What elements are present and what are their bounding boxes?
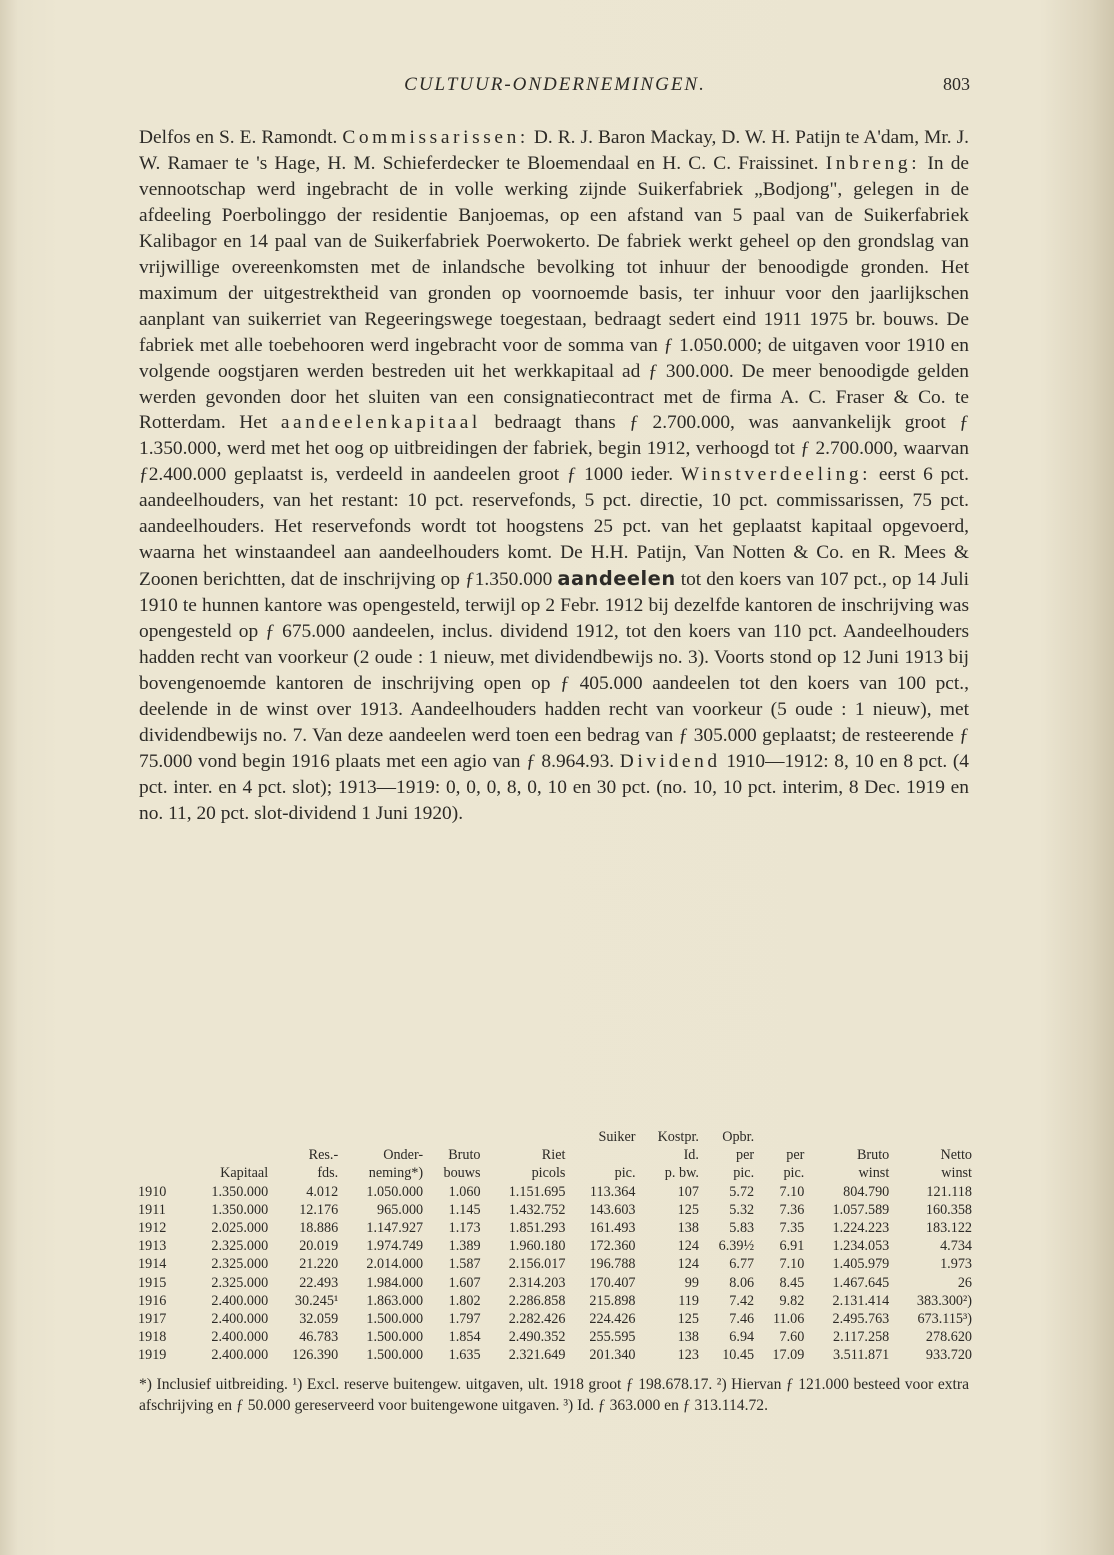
- table-header-cell: bouws: [443, 1165, 481, 1182]
- table-cell: 804.790: [843, 1183, 890, 1200]
- table-cell: 2.490.352: [508, 1329, 566, 1346]
- table-cell: 1.147.927: [366, 1220, 424, 1237]
- table-cell: 7.35: [779, 1220, 805, 1237]
- table-header-cell: [569, 1146, 639, 1164]
- table-cell: 1.432.752: [508, 1201, 566, 1218]
- table-cell: 1.173: [448, 1220, 481, 1237]
- table-row: [128, 1274, 976, 1292]
- table-cell: 119: [678, 1292, 699, 1309]
- table-cell: 18.886: [299, 1220, 339, 1237]
- table-cell: 1.467.645: [832, 1274, 890, 1291]
- table-cell: 124: [677, 1256, 699, 1273]
- table-cell: 2.495.763: [832, 1311, 890, 1328]
- table-cell: 22.493: [299, 1274, 339, 1291]
- footnotes: [139, 1374, 969, 1416]
- table-header-cell: per: [736, 1147, 755, 1164]
- table-cell: 3.511.871: [833, 1347, 890, 1364]
- table-cell: 1.587: [448, 1256, 481, 1273]
- table-cell: 1.060: [448, 1183, 481, 1200]
- table-cell: 124: [677, 1238, 699, 1255]
- table-cell: 6.91: [779, 1238, 805, 1255]
- body-text-segment: eerst 6 pct. aandeelhouders, van het restant: 10 pct. reservefonds, 5 pct. directie, 10 pct. commissarissen, 75 pct. aandeelhouders. Het reservefonds wordt tot hoogstens 25 pct. van het geplaatst kapitaal opgevoerd, waarna het winstaandeel aan aandeelhouders komt. De H.H. Patijn, Van Notten & Co. en R. Mees & Zoonen berichtten, dat de inschrijving op ƒ1.350.000: [139, 464, 969, 591]
- emphasized-term: Winstverdeeling:: [680, 464, 872, 486]
- table-cell: 1.050.000: [366, 1183, 424, 1200]
- table-header-cell: Netto: [940, 1147, 972, 1164]
- table-row: [128, 1346, 976, 1364]
- table-cell: 2.014.000: [366, 1256, 424, 1273]
- table-cell: 7.10: [779, 1183, 805, 1200]
- table-header-cell: [893, 1128, 976, 1146]
- table-cell: 160.358: [925, 1201, 972, 1218]
- table-header-row: [128, 1164, 976, 1182]
- body-text-segment: 1910—1912: 8, 10 en 8 pct. (4 pct. inter. en 4 pct. slot); 1913—1919: 0, 0, 0, 8, 0, 10 en 30 pct. (no. 10, 10 pct. interim, 8 Dec. 1919 en no. 11, 20 pct. slot-dividend 1 Juni 1920).: [139, 750, 969, 824]
- table-cell: 172.360: [589, 1238, 636, 1255]
- table-cell: 1.973: [940, 1256, 972, 1273]
- table-cell: 121.118: [926, 1183, 972, 1200]
- table-cell: 11.06: [772, 1311, 805, 1328]
- table-header-cell: per: [786, 1147, 805, 1164]
- table-header-cell: [758, 1128, 808, 1146]
- table-cell: 32.059: [299, 1311, 339, 1328]
- year-cell: 1915: [138, 1274, 167, 1291]
- table-cell: 933.720: [925, 1347, 972, 1364]
- emphasized-term: Dividend: [619, 750, 721, 772]
- table-cell: 26: [957, 1274, 972, 1291]
- emphasized-term: aandeelen: [557, 567, 676, 591]
- table-cell: 1.797: [448, 1311, 481, 1328]
- table-header-cell: [808, 1128, 893, 1146]
- table-cell: 1.350.000: [211, 1183, 269, 1200]
- year-cell: 1916: [138, 1292, 167, 1309]
- table-header-cell: pic.: [614, 1165, 636, 1182]
- table-header-cell: Id.: [683, 1147, 699, 1164]
- body-text-segment: tot den koers van 107 pct., op 14 Juli 1910 te hunnen kantore was opengesteld, terwijl op 2 Febr. 1912 bij dezelfde kantoren de inschrijving was opengesteld op ƒ 675.000 aandeelen, inclus. dividend 1912, tot den koers van 110 pct. Aandeelhouders hadden recht van voorkeur (2 oude : 1 nieuw, met dividendbewijs no. 3). Voorts stond op 12 Juni 1913 bij bovengenoemde kantoren de inschrijving open op ƒ 405.000 aandeelen tot den koers van 100 pct., deelende in de winst over 1913. Aandeelhouders hadden recht van voorkeur (5 oude : 1 nieuw), met dividendbewijs no. 7. Van deze aandeelen werd toen een bedrag van ƒ 305.000 geplaatst; de resteerende ƒ 75.000 vond begin 1916 plaats met een agio van ƒ 8.964.93.: [139, 569, 969, 772]
- table-cell: 46.783: [299, 1329, 339, 1346]
- table-cell: 4.012: [306, 1183, 339, 1200]
- table-cell: 1.802: [448, 1292, 481, 1309]
- table-cell: 6.39½: [718, 1238, 755, 1255]
- year-cell: 1919: [138, 1347, 167, 1364]
- table-cell: 5.83: [729, 1220, 755, 1237]
- table-header-cell: [128, 1128, 187, 1146]
- table-row: [128, 1219, 976, 1237]
- table-cell: 1.500.000: [366, 1329, 424, 1346]
- table-row: [128, 1201, 976, 1219]
- table-cell: 1.234.053: [832, 1238, 890, 1255]
- table-cell: 143.603: [589, 1201, 636, 1218]
- table-cell: 2.325.000: [211, 1238, 269, 1255]
- table-cell: 6.94: [729, 1329, 755, 1346]
- table-cell: 1.974.749: [366, 1238, 424, 1255]
- table-header: [128, 1128, 976, 1183]
- footnote-text: *) Inclusief uitbreiding. ¹) Excl. reserve buitengew. uitgaven, ult. 1918 groot ƒ 198.678.17. ²) Hiervan ƒ 121.000 besteed voor extra afschrijving en ƒ 50.000 gereserveerd voor buitengewone uitgaven. ³) Id. ƒ 363.000 en ƒ 313.114.72.: [139, 1376, 969, 1414]
- table-cell: 2.131.414: [832, 1292, 890, 1309]
- table-header-cell: fds.: [317, 1165, 339, 1182]
- body-text-segment: bedraagt thans ƒ 2.700.000, was aanvankelijk groot ƒ 1.350.000, werd met het oog op uitbreidingen der fabriek, begin 1912, verhoogd tot ƒ 2.700.000, waarvan ƒ2.400.000 geplaatst is, verdeeld in aandeelen groot ƒ 1000 ieder.: [139, 412, 969, 486]
- table-cell: 170.407: [589, 1274, 636, 1291]
- table-header-cell: picols: [531, 1165, 566, 1182]
- table-header-cell: [342, 1128, 427, 1146]
- table-cell: 123: [677, 1347, 699, 1364]
- table-cell: 10.45: [722, 1347, 755, 1364]
- table-header-row: [128, 1128, 976, 1146]
- table-cell: 201.340: [589, 1347, 636, 1364]
- table-cell: 1.500.000: [366, 1311, 424, 1328]
- year-cell: 1910: [138, 1183, 167, 1200]
- table-cell: 21.220: [299, 1256, 339, 1273]
- table-cell: 1.057.589: [832, 1201, 890, 1218]
- table-cell: 138: [677, 1220, 699, 1237]
- table-cell: 1.851.293: [508, 1220, 566, 1237]
- table-cell: 8.45: [779, 1274, 805, 1291]
- table-cell: 2.400.000: [211, 1347, 269, 1364]
- table-cell: 5.72: [729, 1183, 755, 1200]
- table-cell: 1.960.180: [508, 1238, 566, 1255]
- body-text-segment: In de vennootschap werd ingebracht de in volle werking zijnde Suikerfabriek „Bodjong", gelegen in de afdeeling Poerbolinggo der residentie Banjoemas, op een afstand van 5 paal van de Suikerfabriek Kalibagor en 14 paal van de Suikerfabriek Poerwokerto. De fabriek werkt geheel op den grondslag van vrijwillige overeenkomsten met de inlandsche bevolking tot inhuur der benoodigde gronden. Het maximum der uitgestrektheid van gronden op voornoemde basis, ter inhuur voor den jaarlijkschen aanplant van suikerriet van Regeeringswege toegestaan, bedraagt sedert eind 1911 1975 br. bouws. De fabriek met alle toebehooren werd ingebracht voor de somma van ƒ 1.050.000; de uitgaven voor 1910 en volgende oogstjaren werden bestreden uit het werkkapitaal ad ƒ 300.000. De meer benoodigde gelden werden gevonden door het sluiten van een consignatiecontract met de firma A. C. Fraser & Co. te Rotterdam. Het: [139, 152, 970, 434]
- table-header-cell: Riet: [541, 1147, 566, 1164]
- table-cell: 215.898: [589, 1292, 636, 1309]
- table-cell: 125: [677, 1311, 699, 1328]
- table-cell: 2.025.000: [211, 1220, 269, 1237]
- emphasized-term: aandeelenkapitaal: [280, 412, 481, 434]
- table-cell: 7.42: [729, 1292, 755, 1309]
- table-header-cell: Bruto: [856, 1147, 890, 1164]
- table-cell: 30.245¹: [294, 1292, 339, 1309]
- table-cell: 1.405.979: [832, 1256, 890, 1273]
- table-header-cell: [128, 1146, 187, 1164]
- table-cell: 1.854: [448, 1329, 481, 1346]
- table-cell: 6.77: [729, 1256, 755, 1273]
- table-cell: 1.145: [448, 1201, 481, 1218]
- emphasized-term: Inbreng:: [825, 152, 921, 174]
- table-header-cell: pic.: [783, 1165, 805, 1182]
- table-header-cell: [427, 1128, 484, 1146]
- table-cell: 99: [684, 1274, 699, 1291]
- table-cell: 12.176: [299, 1201, 339, 1218]
- table-header-cell: Onder-: [383, 1147, 424, 1164]
- table-cell: 1.389: [448, 1238, 481, 1255]
- emphasized-term: Commissarissen:: [342, 127, 529, 148]
- table-cell: 255.595: [589, 1329, 636, 1346]
- yearly-results-table: [128, 1128, 976, 1365]
- table-cell: 20.019: [299, 1238, 339, 1255]
- table-row: [128, 1328, 976, 1346]
- page-header: [140, 72, 970, 102]
- table-cell: 2.117.258: [833, 1329, 890, 1346]
- table-cell: 1.635: [448, 1347, 481, 1364]
- table-row: [128, 1310, 976, 1328]
- table-cell: 2.400.000: [211, 1311, 269, 1328]
- table-header-cell: [485, 1128, 570, 1146]
- table-header-cell: [187, 1146, 272, 1164]
- table-header-cell: Res.-: [308, 1147, 339, 1164]
- year-cell: 1914: [138, 1256, 167, 1273]
- table-cell: 125: [677, 1201, 699, 1218]
- table-cell: 7.10: [779, 1256, 805, 1273]
- table-cell: 1.607: [448, 1274, 481, 1291]
- table-cell: 1.984.000: [366, 1274, 424, 1291]
- table-cell: 107: [677, 1183, 699, 1200]
- page-number: 803: [943, 74, 970, 94]
- table-header-cell: Kapitaal: [220, 1165, 269, 1182]
- table-cell: 161.493: [589, 1220, 636, 1237]
- table-cell: 1.350.000: [211, 1201, 269, 1218]
- year-cell: 1913: [138, 1238, 167, 1255]
- table-cell: 965.000: [377, 1201, 424, 1218]
- year-cell: 1918: [138, 1329, 167, 1346]
- table-cell: 7.46: [729, 1311, 755, 1328]
- table-header-cell: neming*): [368, 1165, 424, 1182]
- body-text-segment: D. R. J. Baron Mackay, D. W. H. Patijn te A'dam, Mr. J. W. Ramaer te 's Hage, H. M. Schieferdecker te Bloemendaal en H. C. C. Fraissinet.: [139, 127, 969, 174]
- table-cell: 4.734: [940, 1238, 972, 1255]
- table-cell: 2.156.017: [508, 1256, 566, 1273]
- table-header-cell: winst: [858, 1165, 890, 1182]
- table-cell: 7.60: [779, 1329, 805, 1346]
- table-cell: 17.09: [772, 1347, 805, 1364]
- table-header-cell: pic.: [733, 1165, 755, 1182]
- table-cell: 2.325.000: [211, 1274, 269, 1291]
- table-body: [128, 1183, 976, 1365]
- table-cell: 2.400.000: [211, 1292, 269, 1309]
- table-cell: 224.426: [589, 1311, 636, 1328]
- table-cell: 8.06: [729, 1274, 755, 1291]
- table-cell: 126.390: [292, 1347, 339, 1364]
- table-header-cell: [187, 1128, 272, 1146]
- table-cell: 1.863.000: [366, 1292, 424, 1309]
- table-cell: 673.115³): [917, 1311, 972, 1328]
- table-cell: 5.32: [729, 1201, 755, 1218]
- table-header-cell: winst: [941, 1165, 972, 1182]
- year-cell: 1912: [138, 1220, 167, 1237]
- financial-table: [128, 1128, 976, 1365]
- table-cell: 138: [677, 1329, 699, 1346]
- table-cell: 383.300²): [916, 1292, 972, 1309]
- table-cell: 2.282.426: [508, 1311, 566, 1328]
- table-row: [128, 1237, 976, 1255]
- table-cell: 113.364: [589, 1183, 636, 1200]
- table-header-row: [128, 1146, 976, 1164]
- table-header-cell: Kostpr.: [657, 1129, 699, 1145]
- table-row: [128, 1255, 976, 1273]
- table-cell: 2.325.000: [211, 1256, 269, 1273]
- body-text: [139, 125, 969, 827]
- table-cell: 278.620: [925, 1329, 972, 1346]
- table-cell: 183.122: [925, 1220, 972, 1237]
- table-cell: 2.321.649: [508, 1347, 566, 1364]
- table-header-cell: Opbr.: [722, 1129, 755, 1145]
- table-cell: 9.82: [779, 1292, 805, 1309]
- table-header-cell: p. bw.: [664, 1165, 699, 1182]
- table-cell: 2.314.203: [508, 1274, 566, 1291]
- table-header-cell: Suiker: [598, 1129, 636, 1145]
- body-paragraph: [139, 125, 969, 827]
- table-row: [128, 1292, 976, 1310]
- table-row: [128, 1183, 976, 1201]
- table-cell: 196.788: [589, 1256, 636, 1273]
- table-cell: 1.151.695: [508, 1183, 566, 1200]
- table-cell: 2.400.000: [211, 1329, 269, 1346]
- table-cell: 2.286.858: [508, 1292, 566, 1309]
- body-text-segment: Delfos en S. E. Ramondt.: [139, 127, 343, 148]
- table-cell: 7.36: [779, 1201, 805, 1218]
- running-title: CULTUUR-ONDERNEMINGEN.: [404, 74, 706, 95]
- year-cell: 1917: [138, 1311, 167, 1328]
- table-header-cell: [272, 1128, 342, 1146]
- table-header-cell: Bruto: [448, 1147, 481, 1164]
- table-cell: 1.224.223: [832, 1220, 890, 1237]
- table-cell: 1.500.000: [366, 1347, 424, 1364]
- year-cell: 1911: [138, 1201, 166, 1218]
- table-header-cell: [128, 1164, 187, 1182]
